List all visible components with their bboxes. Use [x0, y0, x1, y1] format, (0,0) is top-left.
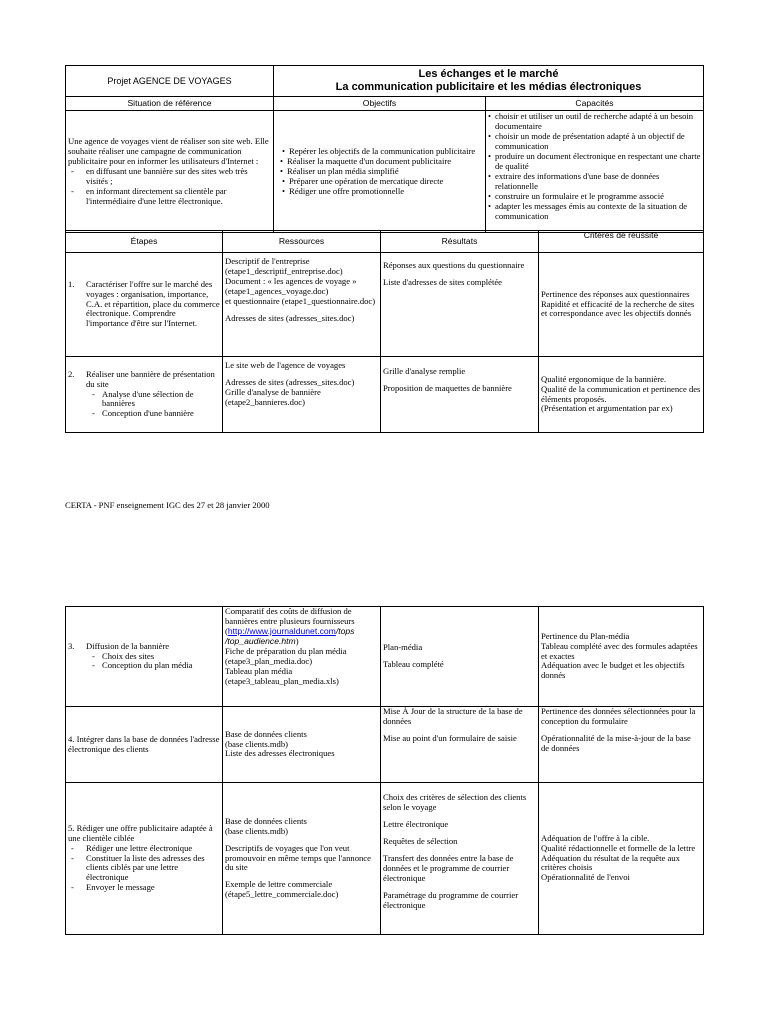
- page-footer: CERTA - PNF enseignement IGC des 27 et 28 janvier 2000: [65, 500, 270, 510]
- document-title: [274, 66, 704, 97]
- table-row: [66, 607, 704, 707]
- etape-cell: [66, 357, 223, 433]
- resource-line: Descriptifs de voyages que l'on veut promouvoir en même temps que l'annonce du site: [225, 842, 371, 873]
- ressources-cell: [223, 357, 381, 433]
- criteres-cell: [539, 607, 704, 707]
- criteria-line: Opérationnalité de la mise-à-jour de la base de données: [541, 732, 691, 753]
- criteria-line: Qualité ergonomique de la bannière.: [541, 373, 667, 384]
- resource-line: Liste des adresses électroniques: [225, 748, 335, 759]
- list-item: • produire un document électronique en respectant une charte de qualité: [488, 152, 701, 172]
- etape-cell: [66, 783, 223, 935]
- resource-line: Document : « les agences de voyage » (etape1_agences_voyage.doc): [225, 275, 357, 296]
- objectifs-list: [280, 147, 483, 197]
- criteria-line: Pertinence des données sélectionnées pour la conception du formulaire: [541, 706, 696, 726]
- criteria-line: Adéquation avec le budget et les objectifs donnés: [541, 660, 685, 681]
- steps-table: [65, 230, 704, 433]
- criteres-header: Critères de réussite: [539, 231, 704, 253]
- resource-line: Exemple de lettre commerciale (étape5_lettre_commerciale.doc): [225, 879, 339, 900]
- criteria-line: (Présentation et argumentation par ex): [541, 403, 673, 414]
- criteres-cell: [539, 707, 704, 783]
- list-item: • extraire des informations d'une base de données relationnelle: [488, 172, 701, 192]
- result-line: Mise au point d'un formulaire de saisie: [383, 732, 517, 743]
- criteria-line: Qualité de la communication et pertinence des éléments proposés.: [541, 383, 701, 404]
- criteria-line: Rapidité et efficacité de la recherche de sites et correspondance avec les objectifs donnés: [541, 298, 695, 319]
- step-number: 3.: [68, 640, 75, 651]
- ressources-cell: [223, 707, 381, 783]
- header-table: [65, 65, 704, 233]
- step-sublist: [68, 652, 220, 672]
- criteria-line: Opérationnalité de l'envoi: [541, 872, 630, 883]
- result-line: Réponses aux questions du questionnaire: [383, 260, 525, 270]
- journaldunet-link[interactable]: http://www.journaldunet.com: [227, 625, 336, 636]
- step-number: 2.: [68, 368, 75, 379]
- list-item: • Réaliser la maquette d'un document publicitaire: [280, 157, 483, 167]
- step-text: Réaliser une bannière de présentation du site: [86, 368, 215, 389]
- resultats-cell: [381, 253, 539, 357]
- resource-line: Grille d'analyse de bannière (etape2_bannieres.doc): [225, 386, 321, 407]
- link-tail: /tops /top_audience.htm: [225, 625, 355, 646]
- result-line: Liste d'adresses de sites complétée: [383, 276, 502, 287]
- list-item: - en informant directement sa clientèle par l'intermédiaire d'une lettre électronique.: [68, 187, 271, 207]
- list-item: • construire un formulaire et le programme associé: [488, 192, 701, 202]
- table-row: [66, 783, 704, 935]
- list-item: • choisir un mode de présentation adapté à un objectif de communication: [488, 132, 701, 152]
- objectifs-cell: [274, 111, 486, 233]
- criteria-line: Adéquation du résultat de la requête aux critères choisis: [541, 852, 680, 873]
- list-item: • choisir et utiliser un outil de recherche adapté à un besoin documentaire: [488, 112, 701, 132]
- result-line: Requêtes de sélection: [383, 835, 458, 846]
- table-row: [66, 357, 704, 433]
- step-number: 1.: [68, 278, 75, 289]
- criteria-line: Tableau complété avec des formules adaptées et exactes: [541, 640, 698, 661]
- list-item: • Préparer une opération de mercatique directe: [282, 177, 483, 187]
- table-row: [66, 253, 704, 357]
- objectifs-header: Objectifs: [274, 97, 486, 111]
- project-title: Projet AGENCE DE VOYAGES: [66, 66, 274, 97]
- resource-line: Le site web de l'agence de voyages: [225, 360, 346, 370]
- title-line-2: La communication publicitaire et les médias électroniques: [335, 81, 642, 94]
- step-sublist: [68, 844, 220, 894]
- criteria-line: Pertinence du Plan-média: [541, 630, 630, 641]
- resultats-cell: [381, 707, 539, 783]
- criteres-cell: [539, 783, 704, 935]
- ressources-cell: [223, 253, 381, 357]
- resource-line: Comparatif des coûts de diffusion de bannières entre plusieurs fournisseurs (http://www.journaldunet.com/tops /top_audience.htm): [225, 606, 355, 646]
- title-line-1: Les échanges et le marché: [418, 68, 559, 80]
- steps-table-continued: [65, 606, 704, 935]
- result-line: Tableau complété: [383, 659, 444, 669]
- result-line: Mise À Jour de la structure de la base de données: [383, 706, 523, 726]
- list-item: • Repérer les objectifs de la communication publicitaire: [282, 147, 483, 157]
- criteres-cell: [539, 357, 704, 433]
- list-item: - Rédiger une lettre électronique: [68, 844, 220, 854]
- resultats-cell: [381, 607, 539, 707]
- capacites-cell: [486, 111, 704, 233]
- resource-line: Fiche de préparation du plan média (etape3_plan_media.doc): [225, 645, 347, 666]
- etape-cell: [66, 253, 223, 357]
- list-item: - Conception d'une bannière: [68, 409, 220, 419]
- list-item: • Réaliser un plan média simplifié: [280, 167, 483, 177]
- list-item: - Conception du plan média: [68, 661, 220, 671]
- capacites-header: Capacités: [486, 97, 704, 111]
- list-item: • adapter les messages émis au contexte de la situation de communication: [488, 202, 701, 222]
- resource-line: Tableau plan média (etape3_tableau_plan_media.xls): [225, 665, 339, 686]
- etape-cell: 4. Intégrer dans la base de données l'adresse électronique des clients: [66, 707, 223, 783]
- situation-list: [68, 167, 271, 207]
- result-line: Plan-média: [383, 642, 423, 653]
- result-line: Proposition de maquettes de bannière: [383, 382, 512, 393]
- criteres-cell: [539, 253, 704, 357]
- result-line: Grille d'analyse remplie: [383, 366, 466, 376]
- step-text: 5. Rédiger une offre publicitaire adaptée à une clientèle ciblée: [68, 822, 213, 843]
- criteria-line: Adéquation de l'offre à la cible.: [541, 832, 650, 843]
- list-item: - Analyse d'une sélection de bannières: [68, 390, 220, 410]
- capacites-list: [488, 112, 701, 222]
- etapes-header: Étapes: [66, 231, 223, 253]
- result-line: Choix des critères de sélection des clients selon le voyage: [383, 792, 527, 812]
- resource-line: Base de données clients: [225, 728, 307, 739]
- resource-line: et questionnaire (etape1_questionnaire.doc): [225, 295, 376, 306]
- result-line: Paramétrage du programme de courrier électronique: [383, 889, 519, 910]
- resource-line: Base de données clients: [225, 815, 307, 826]
- criteria-line: Pertinence des réponses aux questionnaires: [541, 288, 690, 299]
- result-line: Lettre électronique: [383, 818, 449, 829]
- resource-line: Adresses de sites (adresses_sites.doc): [225, 376, 355, 387]
- resultats-header: Résultats: [381, 231, 539, 253]
- step-text: Caractériser l'offre sur le marché des voyages : organisation, importance, C.A. et répartition, place du commerce électronique. Comprendre l'importance d'être sur l'Internet.: [86, 278, 220, 329]
- result-line: Transfert des données entre la base de données et le programme de courrier électronique: [383, 852, 514, 883]
- resource-line: Descriptif de l'entreprise (etape1_descriptif_entreprise.doc): [225, 256, 343, 276]
- situation-intro: Une agence de voyages vient de réaliser son site web. Elle souhaite réaliser une campagne de communication publicitaire pour en informer les utilisateurs d'Internet :: [68, 135, 269, 166]
- etape-cell: [66, 607, 223, 707]
- list-item: • Rédiger une offre promotionnelle: [282, 187, 483, 197]
- list-item: - en diffusant une bannière sur des sites web très visités ;: [68, 167, 271, 187]
- resource-line: (base clients.mdb): [225, 738, 289, 749]
- ressources-header: Ressources: [223, 231, 381, 253]
- step-sublist: [68, 390, 220, 420]
- ressources-cell: [223, 783, 381, 935]
- list-item: - Choix des sites: [68, 652, 220, 662]
- ressources-cell: [223, 607, 381, 707]
- resultats-cell: [381, 357, 539, 433]
- resultats-cell: [381, 783, 539, 935]
- resource-line: Adresses de sites (adresses_sites.doc): [225, 312, 355, 323]
- situation-cell: [66, 111, 274, 233]
- step-text: Diffusion de la bannière: [86, 640, 170, 651]
- criteria-line: Qualité rédactionnelle et formelle de la lettre: [541, 842, 696, 853]
- situation-header: Situation de référence: [66, 97, 274, 111]
- resource-line: (base clients.mdb): [225, 825, 289, 836]
- list-item: - Envoyer le message: [68, 883, 220, 893]
- list-item: - Constituer la liste des adresses des clients ciblés par une lettre électronique: [68, 854, 220, 884]
- table-row: [66, 707, 704, 783]
